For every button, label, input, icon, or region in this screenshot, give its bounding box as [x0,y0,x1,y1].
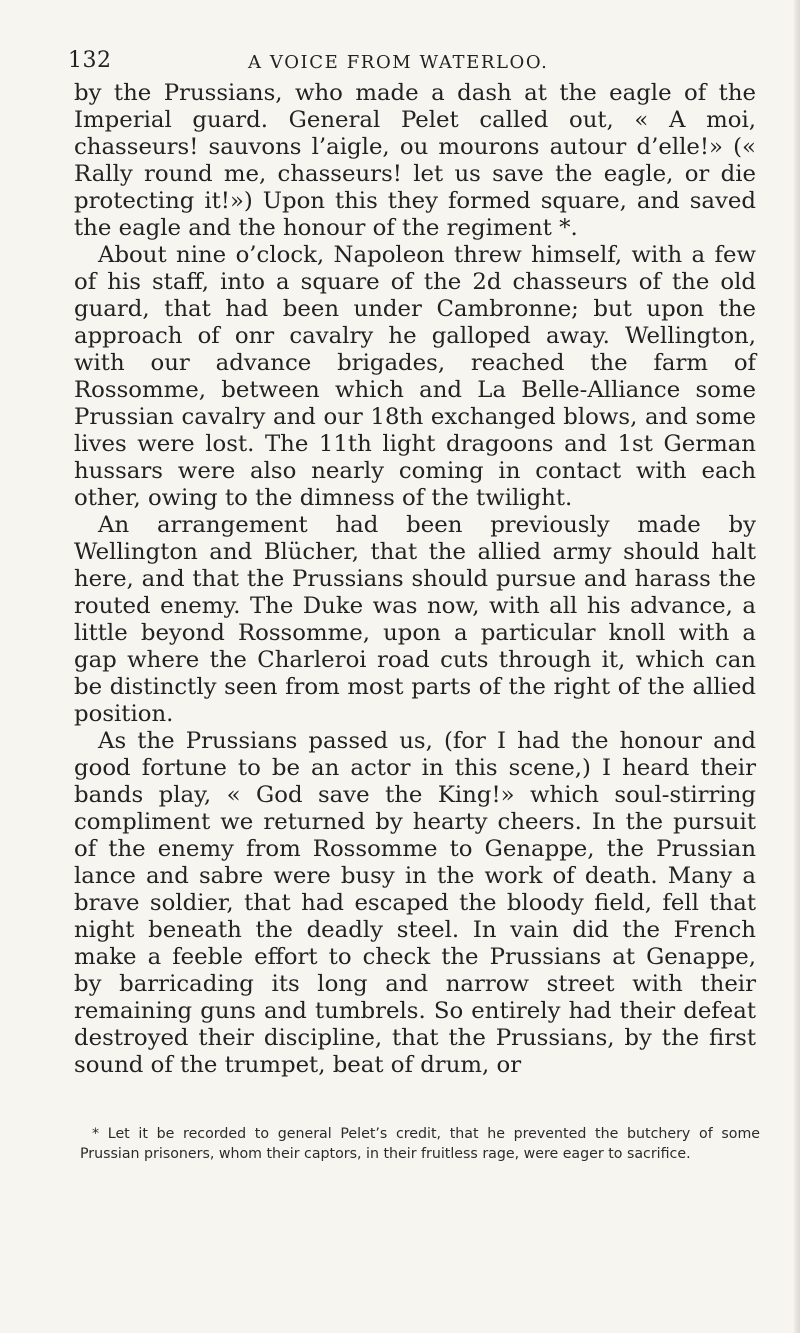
running-title: A VOICE FROM WATERLOO. [248,52,549,73]
paragraph-napoleon: About nine o’clock, Napoleon threw himself, with a few of his staff, into a square of the 2d chasseurs of the old guard, that had been under Cambronne; but upon the approach of onr cavalry he galloped away. Wellington, with our advance brigades, reached the farm of Rossomme, between which and La Belle-Alliance some Prussian cavalry and our 18th exchanged blows, and some lives were lost. The 11th light dragoons and 1st German hussars were also nearly coming in contact with each other, owing to the dimness of the twilight. [74,242,756,511]
footnote: * Let it be recorded to general Pelet’s credit, that he prevented the butchery of some Prussian prisoners, whom their captors, in their fruitless rage, were eager to sacrifice. [80,1126,760,1162]
paragraph-pursuit: As the Prussians passed us, (for I had the honour and good fortune to be an actor in this scene,) I heard their bands play, « God save the King!» which soul-stirring compliment we returned by hearty cheers. In the pursuit of the enemy from Rossomme to Genappe, the Prussian lance and sabre were busy in the work of death. Many a brave soldier, that had escaped the bloody field, fell that night beneath the deadly steel. In vain did the French make a feeble effort to check the Prussians at Genappe, by barricading its long and narrow street with their remaining guns and tumbrels. So entirely had their defeat destroyed their discipline, that the Prussians, by the first sound of the trumpet, beat of drum, or [74,728,756,1078]
page-number: 132 [68,48,112,73]
page-header [68,48,760,82]
body-text [74,80,756,1079]
paragraph-continuation: by the Prussians, who made a dash at the eagle of the Imperial guard. General Pelet called out, « A moi, chasseurs! sauvons l’aigle, ou mourons autour d’elle!» (« Rally round me, chasseurs! let us save the eagle, or die protecting it!») Upon this they formed square, and saved the eagle and the honour of the regiment *. [74,80,756,241]
paragraph-arrangement: An arrangement had been previously made by Wellington and Blücher, that the allied army should halt here, and that the Prussians should pursue and harass the routed enemy. The Duke was now, with all his advance, a little beyond Rossomme, upon a particular knoll with a gap where the Charleroi road cuts through it, which can be distinctly seen from most parts of the right of the allied position. [74,512,756,727]
page-edge-shadow [794,0,800,1333]
